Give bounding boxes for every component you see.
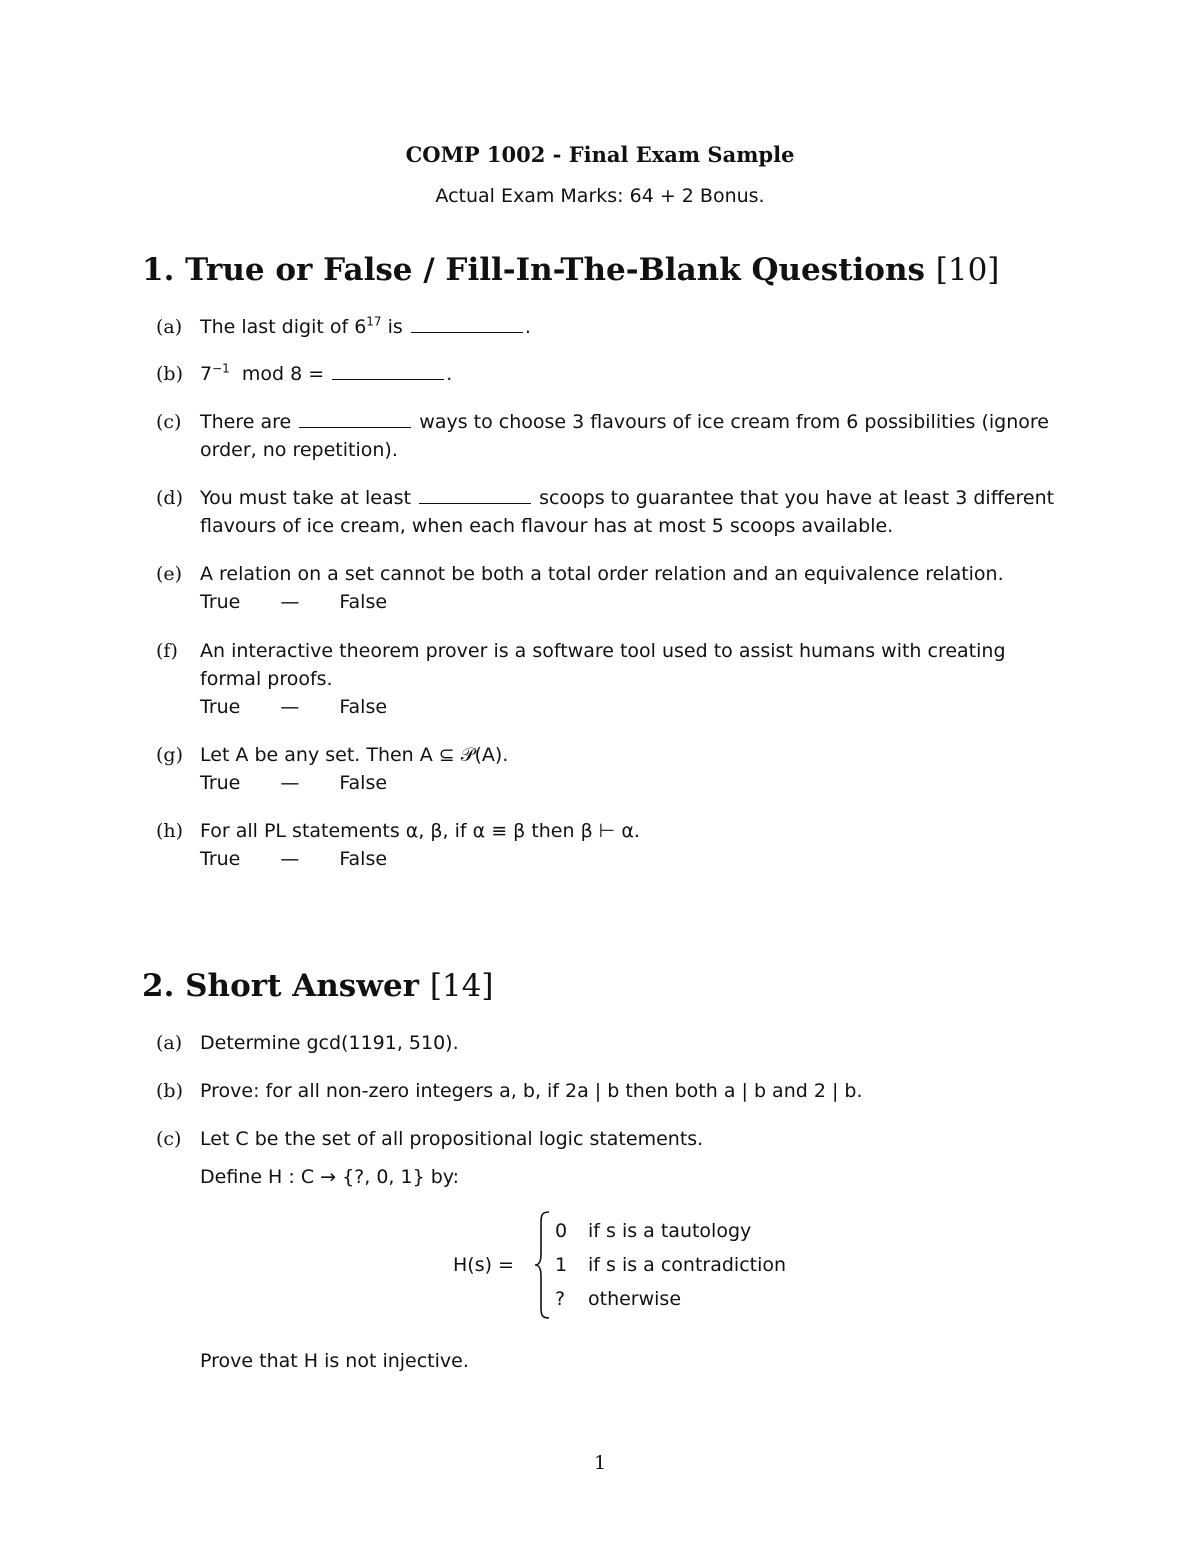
true-false-choice [200,693,1066,721]
true-false-choice [200,769,1066,797]
true-option[interactable]: True [200,848,241,870]
choice-separator: — [280,696,300,718]
question-text: An interactive theorem prover is a software tool used to assist humans with creating formal proofs. [200,640,1006,690]
question-text: For all PL statements α, β, if α ≡ β then β ⊢ α. [200,820,640,842]
answer-blank[interactable] [332,361,444,380]
question-label: (a) [156,1032,183,1054]
piecewise-condition: otherwise [588,1288,682,1310]
piecewise-row [555,1254,786,1276]
answer-blank[interactable] [411,314,523,333]
question-label: (g) [156,744,183,766]
question-text: The last digit of 6 [200,316,367,338]
piecewise-value: 0 [555,1220,568,1242]
false-option[interactable]: False [339,591,388,613]
true-false-choice [200,588,1066,616]
exam-title: COMP 1002 - Final Exam Sample [405,142,795,167]
question-text: Let A be any set. Then A ⊆ 𝒫(A). [200,744,509,766]
question-text: Determine gcd(1191, 510). [200,1032,459,1054]
question-1h [156,817,1066,873]
piecewise-condition: if s is a tautology [588,1220,752,1242]
question-label: (b) [156,363,183,385]
question-text: 7 [200,363,213,385]
question-text: Define H : C → {?, 0, 1} by: [200,1166,460,1188]
choice-separator: — [280,772,300,794]
piecewise-definition [453,1210,853,1320]
question-text: mod 8 = [229,363,325,385]
true-false-choice [200,845,1066,873]
question-text: ways to choose 3 flavours of ice cream from 6 possibilities (ignore order, no repetition). [200,411,1049,461]
true-option[interactable]: True [200,591,241,613]
false-option[interactable]: False [339,772,388,794]
question-1e [156,560,1066,616]
question-label: (c) [156,1128,182,1150]
section-1-marks: [10] [935,252,1000,288]
choice-separator: — [280,591,300,613]
question-text: A relation on a set cannot be both a total order relation and an equivalence relation. [200,563,1004,585]
question-text: . [446,363,453,385]
true-option[interactable]: True [200,696,241,718]
question-1f [156,637,1066,721]
question-label: (b) [156,1080,183,1102]
answer-blank[interactable] [419,485,531,504]
question-1d [156,484,1066,540]
false-option[interactable]: False [339,696,388,718]
question-label: (f) [156,640,178,662]
false-option[interactable]: False [339,848,388,870]
true-option[interactable]: True [200,772,241,794]
answer-blank[interactable] [299,409,411,428]
question-text: . [524,316,531,338]
question-text: You must take at least [200,487,411,509]
question-1b [156,360,1066,388]
piecewise-condition: if s is a contradiction [588,1254,787,1276]
question-2a [156,1029,1066,1057]
section-2-heading [142,968,493,1004]
question-label: (h) [156,820,184,842]
section-2-marks: [14] [429,968,494,1004]
question-text: Prove that H is not injective. [200,1350,469,1372]
question-label: (a) [156,316,183,338]
piecewise-value: 1 [555,1254,568,1276]
question-label: (c) [156,411,182,433]
exam-subtitle: Actual Exam Marks: 64 + 2 Bonus. [435,185,765,207]
section-1-number: 1. [142,252,175,288]
exponent: 17 [366,314,382,329]
question-2b [156,1077,1066,1105]
question-2c [156,1125,1066,1191]
question-label: (e) [156,563,183,585]
question-text: scoops to guarantee that you have at least 3 different flavours of ice cream, when each flavour has at most 5 scoops available. [200,487,1055,537]
question-1g [156,741,1066,797]
exponent: −1 [212,361,230,376]
piecewise-value: ? [555,1288,566,1310]
question-text: There are [200,411,292,433]
section-2-number: 2. [142,968,175,1004]
section-1-title: True or False / Fill-In-The-Blank Questions [185,252,925,288]
choice-separator: — [280,848,300,870]
piecewise-lhs: H(s) = [453,1254,514,1276]
question-text: Prove: for all non-zero integers a, b, if 2a | b then both a | b and 2 | b. [200,1080,863,1102]
piecewise-row [555,1220,751,1242]
left-brace-icon [533,1210,553,1320]
question-2c-conclusion [156,1347,1066,1375]
question-label: (d) [156,487,183,509]
question-text: is [381,316,403,338]
section-1-heading [142,252,999,288]
question-1a [156,313,1066,341]
piecewise-row [555,1288,681,1310]
question-1c [156,408,1066,464]
page-number: 1 [593,1452,607,1474]
question-text: Let C be the set of all propositional logic statements. [200,1128,704,1150]
section-2-title: Short Answer [185,968,420,1004]
